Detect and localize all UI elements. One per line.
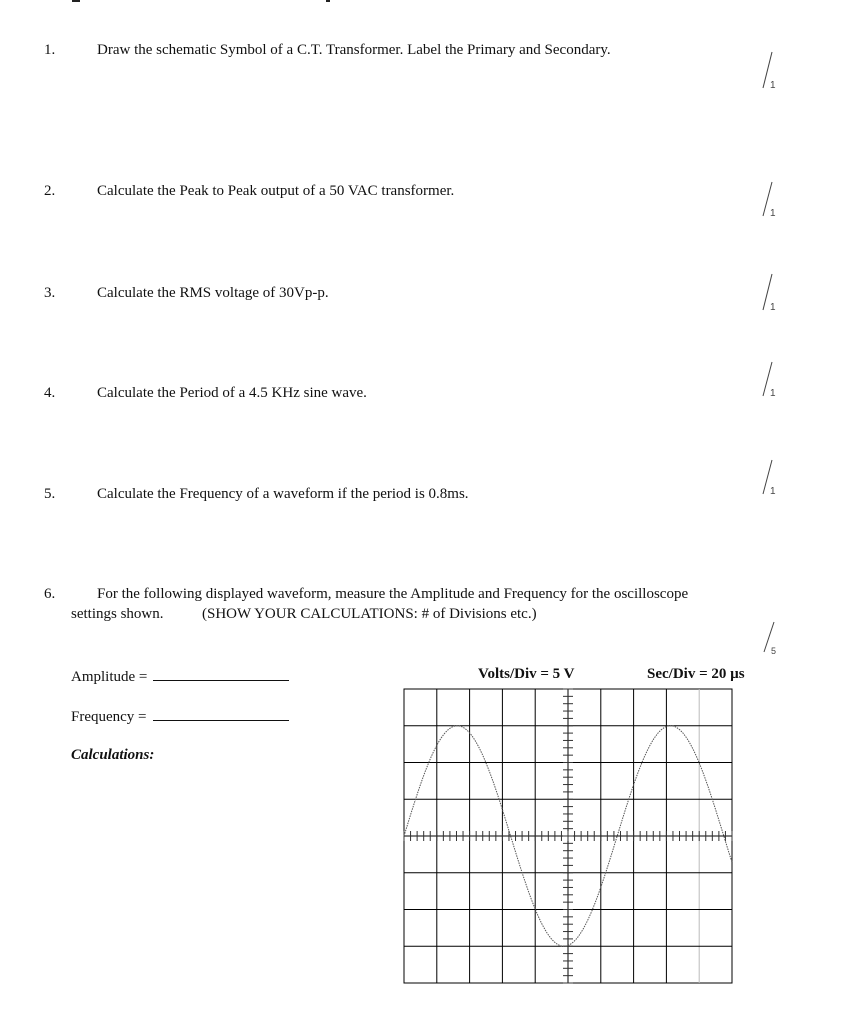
question-6-text-line2: settings shown. (71, 606, 164, 622)
calculations-label: Calculations: (71, 747, 155, 763)
question-2-mark-value: 1 (770, 208, 776, 219)
amplitude-label: Amplitude = (71, 669, 148, 685)
question-4-mark-value: 1 (770, 388, 776, 399)
question-1-text: Draw the schematic Symbol of a C.T. Transformer. Label the Primary and Secondary. (97, 42, 611, 58)
question-2-text: Calculate the Peak to Peak output of a 50 VAC transformer. (97, 183, 455, 199)
question-1-number: 1. (44, 42, 56, 58)
question-6-note: (SHOW YOUR CALCULATIONS: # of Divisions etc.) (202, 606, 537, 622)
frequency-label: Frequency = (71, 709, 147, 725)
question-5-text: Calculate the Frequency of a waveform if the period is 0.8ms. (97, 486, 469, 502)
question-1-mark-value: 1 (770, 80, 776, 91)
amplitude-field[interactable] (71, 666, 289, 686)
top-rule-right (326, 0, 330, 2)
question-3-mark-value: 1 (770, 302, 776, 313)
question-5-mark-value: 1 (770, 486, 776, 497)
oscilloscope-display (403, 688, 733, 984)
question-3-text: Calculate the RMS voltage of 30Vp-p. (97, 285, 329, 301)
sec-div-label: Sec/Div = 20 µs (647, 666, 745, 682)
question-3-number: 3. (44, 285, 56, 301)
volts-div-label: Volts/Div = 5 V (478, 666, 575, 682)
question-4-text: Calculate the Period of a 4.5 KHz sine wave. (97, 385, 367, 401)
frequency-blank[interactable] (153, 706, 289, 721)
question-6-text-line1: For the following displayed waveform, measure the Amplitude and Frequency for the oscilloscope (97, 586, 689, 602)
question-6-mark-value: 5 (771, 646, 777, 656)
question-6-mark (760, 620, 780, 662)
question-4-mark (760, 360, 780, 402)
question-3-mark (760, 272, 780, 314)
frequency-field[interactable] (71, 706, 289, 726)
question-4-number: 4. (44, 385, 56, 401)
question-5-number: 5. (44, 486, 56, 502)
amplitude-blank[interactable] (153, 666, 289, 681)
question-5-mark (760, 458, 780, 500)
question-2-mark (760, 180, 780, 222)
question-1-mark (760, 50, 780, 92)
top-rule-left (72, 0, 80, 2)
question-6-number: 6. (44, 586, 56, 602)
question-2-number: 2. (44, 183, 56, 199)
